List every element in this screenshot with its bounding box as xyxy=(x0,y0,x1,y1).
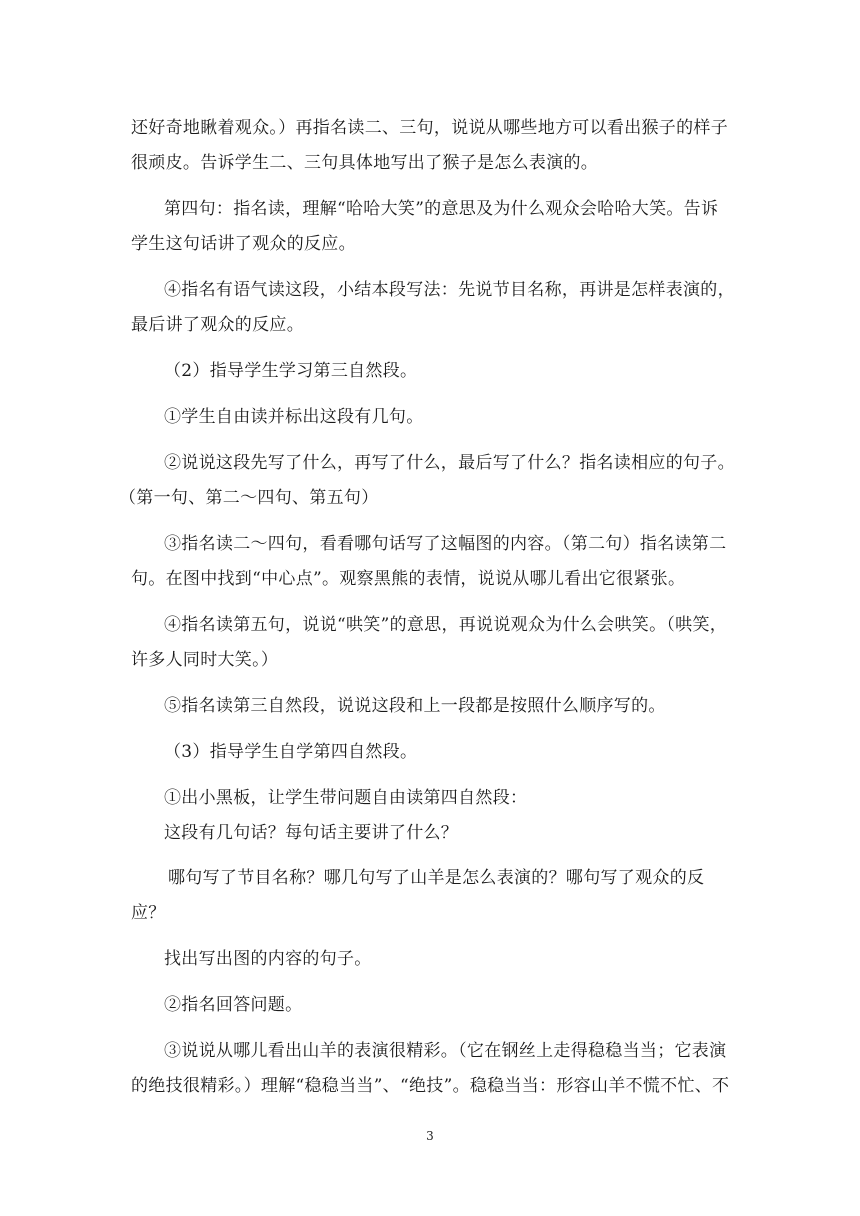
section-heading: （2）指导学生学习第三自然段。 xyxy=(164,361,418,381)
paragraph-line: ④指名读第五句，说说“哄笑”的意思，再说说观众为什么会哄笑。（哄笑， xyxy=(164,615,728,635)
paragraph-line: 还好奇地瞅着观众。）再指名读二、三句，说说从哪些地方可以看出猴子的样子 xyxy=(131,118,728,138)
paragraph-line: ①出小黑板，让学生带问题自由读第四自然段： xyxy=(164,788,528,808)
paragraph-line: ⑤指名读第三自然段，说说这段和上一段都是按照什么顺序写的。 xyxy=(164,696,666,716)
question-line: 应？ xyxy=(131,903,166,923)
paragraph-line: 的绝技很精彩。）理解“稳稳当当”、“绝技”。稳稳当当：形容山羊不慌不忙、不 xyxy=(131,1076,730,1096)
paragraph-line: 许多人同时大笑。） xyxy=(131,650,279,670)
paragraph-line: 句。在图中找到“中心点”。观察黑熊的表情，说说从哪儿看出它很紧张。 xyxy=(131,569,686,589)
paragraph-line: 第四句：指名读，理解“哈哈大笑”的意思及为什么观众会哈哈大笑。告诉 xyxy=(164,199,719,219)
paragraph-line: ③说说从哪儿看出山羊的表演很精彩。（它在钢丝上走得稳稳当当；它表演 xyxy=(164,1041,727,1061)
question-line: 哪句写了节目名称？哪几句写了山羊是怎么表演的？哪句写了观众的反 xyxy=(168,868,705,888)
section-heading: （3）指导学生自学第四自然段。 xyxy=(164,742,418,762)
paragraph-line: 很顽皮。告诉学生二、三句具体地写出了猴子是怎么表演的。 xyxy=(131,153,599,173)
paragraph-line: 学生这句话讲了观众的反应。 xyxy=(131,234,356,254)
page-number: 3 xyxy=(426,1129,434,1143)
paragraph-line: 最后讲了观众的反应。 xyxy=(131,315,304,335)
paragraph-line: ③指名读二～四句，看看哪句话写了这幅图的内容。（第二句）指名读第二 xyxy=(164,534,727,554)
paragraph-line: ①学生自由读并标出这段有几句。 xyxy=(164,407,424,427)
paragraph-line: ②说说这段先写了什么，再写了什么，最后写了什么？指名读相应的句子。 xyxy=(164,453,735,473)
paragraph-line: ④指名有语气读这段，小结本段写法：先说节目名称，再讲是怎样表演的， xyxy=(164,280,735,300)
question-line: 这段有几句话？每句话主要讲了什么？ xyxy=(164,823,459,843)
paragraph-line: ②指名回答问题。 xyxy=(164,995,303,1015)
question-line: 找出写出图的内容的句子。 xyxy=(164,949,372,969)
paragraph-line: （第一句、第二～四句、第五句） xyxy=(119,488,379,508)
